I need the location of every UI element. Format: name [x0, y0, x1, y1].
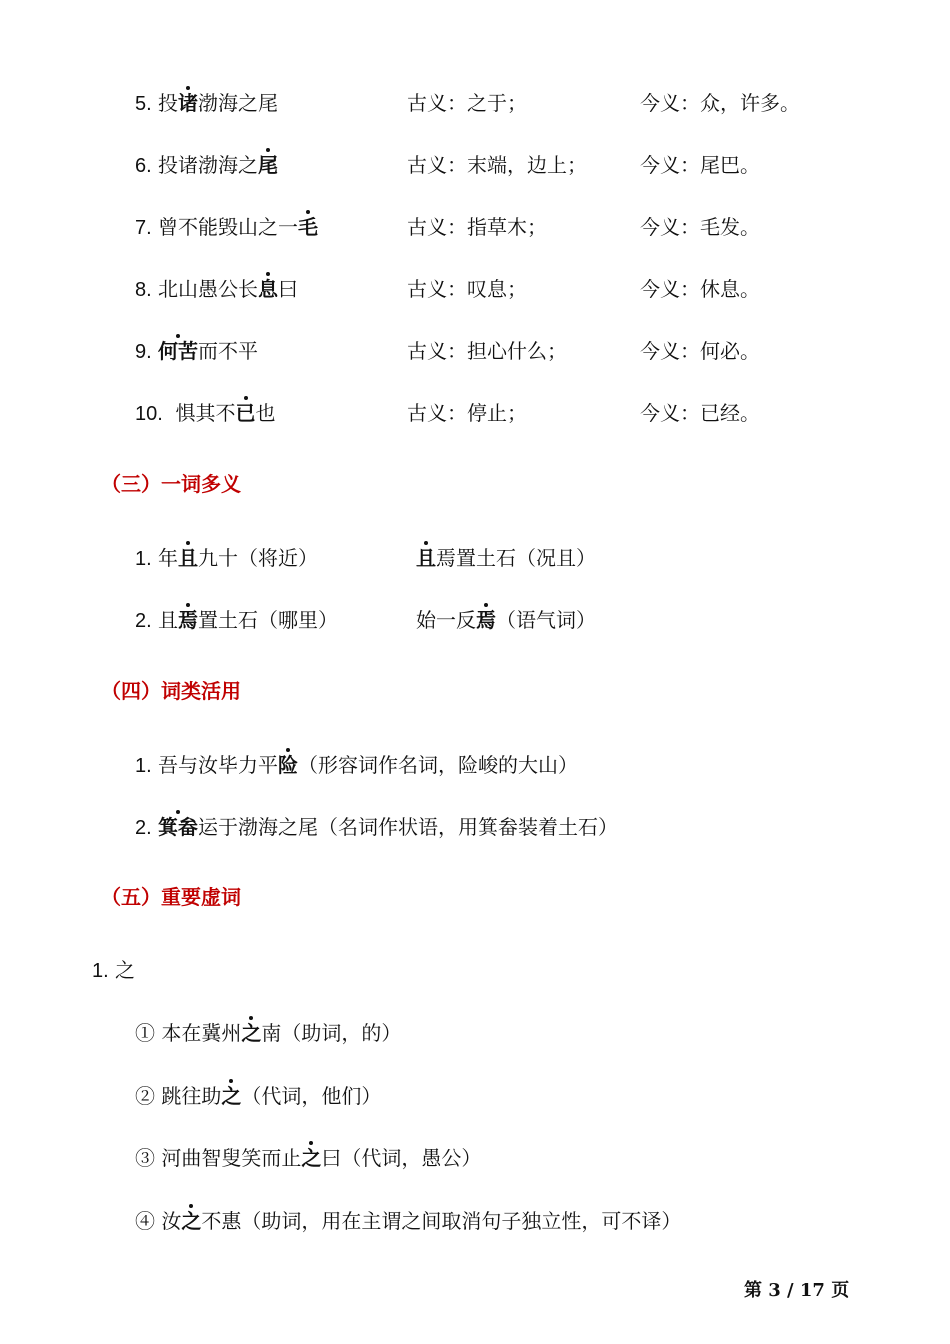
gu-meaning: 古义：指草木；	[407, 215, 547, 239]
jin-meaning: 今义：已经。	[640, 401, 760, 425]
xuci-item-4: ④ 汝之不惠（助词，用在主谓之间取消句子独立性，可不译）	[135, 1209, 682, 1233]
jin-meaning: 今义：众，许多。	[640, 91, 800, 115]
xuci-item-1: ① 本在冀州之南（助词，的）	[135, 1021, 402, 1045]
emphasis-char: 险	[278, 753, 299, 777]
emphasis-char: 焉	[178, 608, 199, 632]
gu-meaning: 古义：之于；	[407, 91, 527, 115]
jin-meaning: 今义：休息。	[640, 277, 760, 301]
gu-meaning: 古义：停止；	[407, 401, 527, 425]
section-heading-huoyong: （四）词类活用	[101, 679, 241, 703]
section-heading-xuci: （五）重要虚词	[101, 885, 241, 909]
page-number: 第 3 / 17 页	[744, 1280, 850, 1301]
emphasis-char: 之	[301, 1146, 322, 1170]
emphasis-char: 息	[258, 277, 279, 301]
emphasis-char: 已	[235, 401, 256, 425]
emphasis-char: 且	[416, 546, 436, 570]
xuci-title: 1. 之	[92, 958, 136, 982]
emphasis-char: 且	[178, 546, 199, 570]
emphasis-char: 之	[181, 1209, 202, 1233]
emphasis-char: 诸	[178, 91, 199, 115]
jin-meaning: 今义：何必。	[640, 339, 760, 363]
gu-meaning: 古义：叹息；	[407, 277, 527, 301]
emphasis-char: 箕畚	[158, 815, 199, 839]
emphasis-char: 之	[221, 1084, 242, 1108]
gu-meaning: 古义：末端，边上；	[407, 153, 587, 177]
emphasis-char: 尾	[258, 153, 279, 177]
jin-meaning: 今义：尾巴。	[640, 153, 760, 177]
gu-meaning: 古义：担心什么；	[407, 339, 567, 363]
emphasis-char: 之	[241, 1021, 262, 1045]
section-heading-duoyi: （三）一词多义	[101, 472, 241, 496]
xuci-item-2: ② 跳往助之（代词，他们）	[135, 1084, 382, 1108]
jin-meaning: 今义：毛发。	[640, 215, 760, 239]
xuci-item-3: ③ 河曲智叟笑而止之曰（代词，愚公）	[135, 1146, 482, 1170]
emphasis-char: 何苦	[158, 339, 199, 363]
emphasis-char: 焉	[476, 608, 496, 632]
huoyong-row-2: 2. 箕畚运于渤海之尾（名词作状语，用箕畚装着土石）	[135, 815, 619, 839]
emphasis-char: 毛	[298, 215, 319, 239]
huoyong-row-1: 1. 吾与汝毕力平险（形容词作名词，险峻的大山）	[135, 753, 579, 777]
